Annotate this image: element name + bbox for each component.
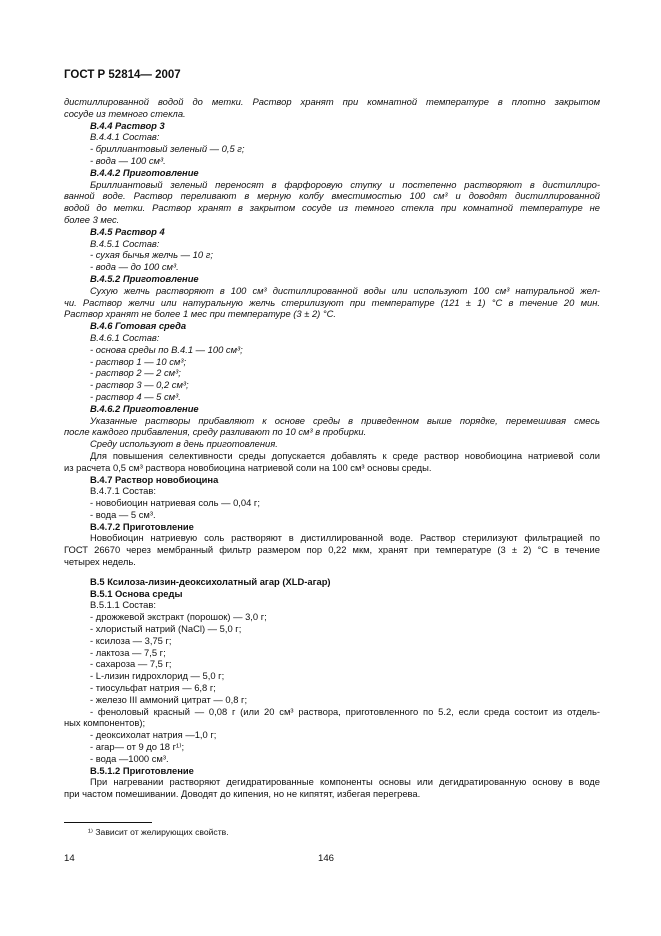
footnote-divider (64, 822, 152, 823)
text-line-l52: - феноловый красный — 0,08 г (или 20 см³ раствора, приготовленного по 5.2, если среда состоит из отдель- (90, 705, 600, 717)
text-line-l53: ных компонентов); (64, 717, 146, 729)
text-line-l18: чи. Раствор желчи или натуральную желчь стерилизуют при температуре (121 ± 1) °С в течение 20 мин. (64, 296, 600, 308)
text-line-l11: более 3 мес. (64, 213, 120, 225)
text-line-l58: При нагревании растворяют дегидратированные компоненты основы или дегидратированную основу в воде (90, 776, 600, 788)
text-line-l51: - железо III аммоний цитрат — 0,8 г; (90, 693, 248, 705)
text-line-l43: В.5.1.1 Состав: (90, 599, 156, 611)
text-line-l40: четырех недель. (64, 556, 136, 568)
text-line-l42: В.5.1 Основа среды (90, 587, 183, 599)
text-line-l17: Сухую желчь растворяют в 100 см³ дистиллированной воды или используют 100 см³ натуральной жел- (90, 284, 600, 296)
text-line-l09: ванной воде. Раствор переливают в мерную колбу вместимостью 100 см³ и доводят дистиллированной (64, 190, 600, 202)
text-line-l27: В.4.6.2 Приготовление (90, 402, 199, 414)
text-line-l44: - дрожжевой экстракт (порошок) — 3,0 г; (90, 611, 267, 623)
text-line-l03: В.4.4 Раствор 3 (90, 119, 165, 131)
text-line-l33: В.4.7 Раствор новобиоцина (90, 473, 219, 485)
text-line-l07: В.4.4.2 Приготовление (90, 166, 199, 178)
text-line-l19: Раствор хранят не более 1 мес при температуре (3 ± 2) °С. (64, 308, 337, 320)
text-line-l08: Бриллиантовый зеленый переносят в фарфоровую ступку и постепенно растворяют в дистиллиро- (90, 178, 600, 190)
page-number-left: 14 (64, 853, 75, 864)
text-line-l24: - раствор 2 — 2 см³; (90, 367, 181, 379)
text-line-l28: Указанные растворы прибавляют к основе среды в приведенном выше порядке, перемешивая смесь (90, 414, 600, 426)
text-line-l48: - сахароза — 7,5 г; (90, 658, 172, 670)
text-line-l47: - лактоза — 7,5 г; (90, 646, 166, 658)
text-line-l01: дистиллированной водой до метки. Раствор хранят при комнатной температуре в плотно закрытом (64, 96, 600, 107)
text-line-l38: Новобиоцин натриевую соль растворяют в дистиллированной воде. Раствор стерилизуют фильтрацией по (90, 532, 600, 544)
text-line-l54: - деоксихолат натрия —1,0 г; (90, 729, 217, 741)
text-line-l21: В.4.6.1 Состав: (90, 331, 160, 343)
text-line-l10: водой до метки. Раствор хранят в закрытом сосуде из темного стекла при комнатной температуре не (64, 202, 600, 214)
text-line-l23: - раствор 1 — 10 см³; (90, 355, 187, 367)
text-line-l55: - агар— от 9 до 18 г¹⁾; (90, 741, 185, 753)
text-line-l37: В.4.7.2 Приготовление (90, 520, 194, 532)
text-line-l45: - хлористый натрий (NaCl) — 5,0 г; (90, 623, 242, 635)
text-line-l49: - L-лизин гидрохлорид — 5,0 г; (90, 670, 225, 682)
text-line-l56: - вода —1000 см³. (90, 752, 169, 764)
text-line-l22: - основа среды по В.4.1 — 100 см³; (90, 343, 243, 355)
text-line-l59: при частом помешивании. Доводят до кипения, но не кипятят, избегая перегрева. (64, 788, 421, 800)
text-line-l25: - раствор 3 — 0,2 см³; (90, 379, 189, 391)
text-line-l39: ГОСТ 26670 через мембранный фильтр размером пор 0,22 мкм, хранят при температуре (3 ± 2) °С в течение (64, 544, 600, 556)
text-line-l29: после каждого прибавления, среду разливают по 10 см³ в пробирки. (64, 426, 367, 438)
page-header-title: ГОСТ Р 52814— 2007 (64, 69, 181, 81)
text-line-l12: В.4.5 Раствор 4 (90, 225, 165, 237)
text-line-l20: В.4.6 Готовая среда (90, 320, 187, 332)
text-line-l06: - вода — 100 см³. (90, 154, 166, 166)
text-line-l02: сосуде из темного стекла. (64, 107, 186, 119)
text-line-l13: В.4.5.1 Состав: (90, 237, 160, 249)
text-line-l16: В.4.5.2 Приготовление (90, 272, 199, 284)
document-body (64, 96, 600, 800)
text-line-l57: В.5.1.2 Приготовление (90, 764, 194, 776)
text-line-l05: - бриллиантовый зеленый — 0,5 г; (90, 143, 245, 155)
text-line-l46: - ксилоза — 3,75 г; (90, 634, 172, 646)
text-line-l26: - раствор 4 — 5 см³. (90, 390, 181, 402)
text-line-l31: Для повышения селективности среды допускается добавлять к среде раствор новобиоцина натриевой соли (90, 449, 600, 461)
footnote-text: ¹⁾ Зависит от желирующих свойств. (88, 827, 229, 837)
page-number-center: 146 (318, 853, 335, 864)
text-line-l36: - вода — 5 см³. (90, 508, 156, 520)
text-line-l41: В.5 Ксилоза-лизин-деоксихолатный агар (XLD-агар) (90, 575, 331, 587)
text-line-l50: - тиосульфат натрия — 6,8 г; (90, 682, 216, 694)
text-line-l34: В.4.7.1 Состав: (90, 485, 156, 497)
text-line-l04: В.4.4.1 Состав: (90, 131, 160, 143)
text-line-l30: Среду используют в день приготовления. (90, 438, 278, 450)
text-line-l35: - новобиоцин натриевая соль — 0,04 г; (90, 497, 260, 509)
text-line-l14: - сухая бычья желчь — 10 г; (90, 249, 213, 261)
text-line-l15: - вода — до 100 см³. (90, 261, 179, 273)
text-line-l32: из расчета 0,5 см³ раствора новобиоцина натриевой соли на 100 см³ основы среды. (64, 461, 432, 473)
